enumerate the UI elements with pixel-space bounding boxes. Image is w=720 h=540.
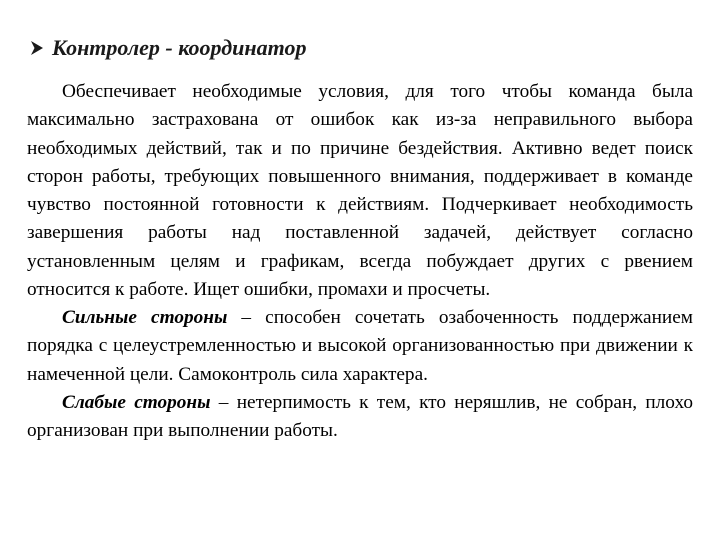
paragraph-text: – нетерпимость к тем, кто неряшлив, не собран, плохо организован при выполнении работы. [27, 391, 693, 441]
strengths-term: Сильные стороны [62, 307, 228, 328]
weaknesses-term: Слабые стороны [62, 391, 211, 413]
arrow-bullet-icon [30, 40, 44, 56]
paragraph-text: Обеспечивает необходимые условия, для того чтобы команда была максимально застрахована от ошибок как из-за неправильного выбора необходимых действий, так и по причине бездействия. Активно ведет поиск сторон работы, требующих повышенного внимания, поддерживает в команде чувство постоянной готовности к действиям. Подчеркивает необходимость завершения работы над поставленной задачей, действует согласно установленным целям и графикам, всегда побуждает других с рвением относится к работе. Ищет ошибки, промахи и просчеты. [27, 81, 693, 300]
heading-text: Контролер - координатор [52, 35, 307, 60]
paragraph-description [27, 78, 693, 304]
paragraph-strengths [27, 304, 693, 389]
paragraph-text: – способен сочетать озабоченность поддержанием порядка с целеустремленностью и высокой организованностью при движении к намеченной цели. Самоконтроль сила характера. [27, 307, 693, 385]
slide-heading [30, 33, 306, 63]
paragraph-weaknesses [27, 389, 693, 446]
body-text [27, 78, 693, 445]
